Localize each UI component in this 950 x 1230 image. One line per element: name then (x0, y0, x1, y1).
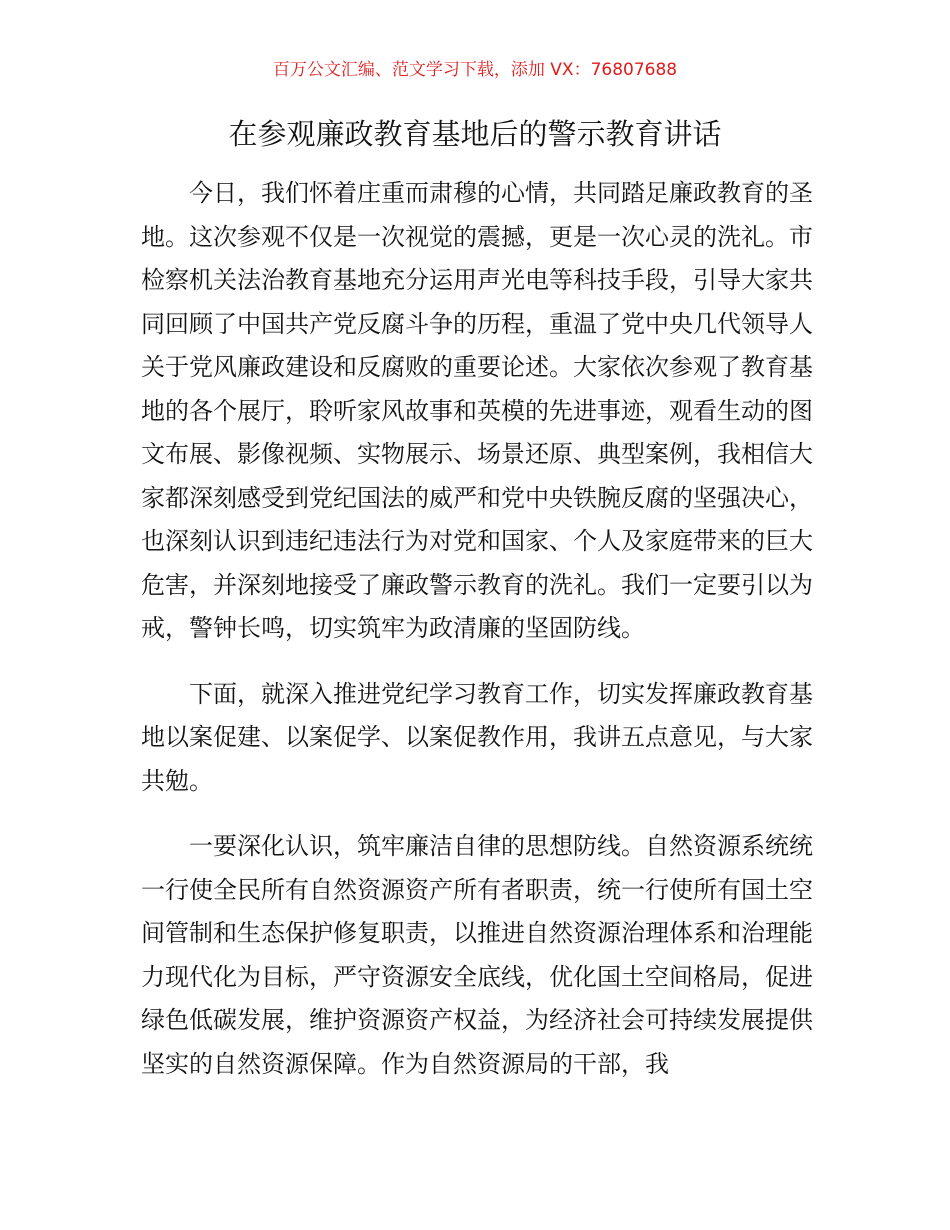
paragraph-3: 一要深化认识，筑牢廉洁自律的思想防线。自然资源系统统一行使全民所有自然资源资产所有者职责，统一行使所有国土空间管制和生态保护修复职责，以推进自然资源治理体系和治理能力现代化为目标，严守资源安全底线，优化国土空间格局，促进绿色低碳发展，维护资源资产权益，为经济社会可持续发展提供坚实的自然资源保障。作为自然资源局的干部，我 (141, 832, 813, 1078)
document-body (141, 172, 813, 1108)
document-title: 在参观廉政教育基地后的警示教育讲话 (228, 117, 722, 151)
paragraph-2: 下面，就深入推进党纪学习教育工作，切实发挥廉政教育基地以案促建、以案促学、以案促教作用，我讲五点意见，与大家共勉。 (141, 679, 813, 795)
header-note: 百万公文汇编、范文学习下载，添加 VX：76807688 (272, 60, 678, 80)
paragraph-1: 今日，我们怀着庄重而肃穆的心情，共同踏足廉政教育的圣地。这次参观不仅是一次视觉的震撼，更是一次心灵的洗礼。市检察机关法治教育基地充分运用声光电等科技手段，引导大家共同回顾了中国共产党反腐斗争的历程，重温了党中央几代领导人关于党风廉政建设和反腐败的重要论述。大家依次参观了教育基地的各个展厅，聆听家风故事和英模的先进事迹，观看生动的图文布展、影像视频、实物展示、场景还原、典型案例，我相信大家都深刻感受到党纪国法的威严和党中央铁腕反腐的坚强决心，也深刻认识到违纪违法行为对党和国家、个人及家庭带来的巨大危害，并深刻地接受了廉政警示教育的洗礼。我们一定要引以为戒，警钟长鸣，切实筑牢为政清廉的坚固防线。 (141, 179, 813, 642)
